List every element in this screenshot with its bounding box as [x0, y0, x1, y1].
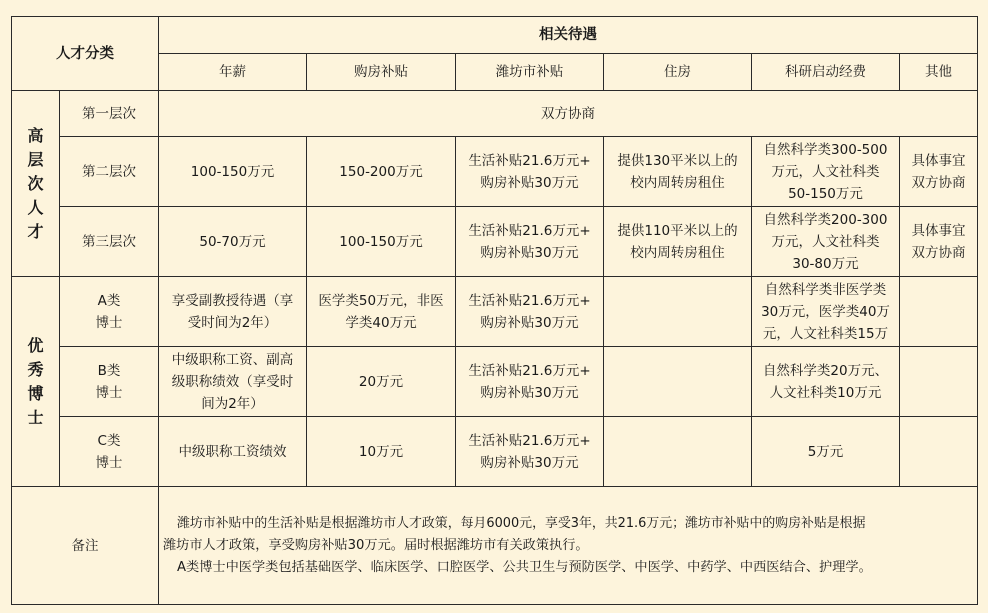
col-header-research: 科研启动经费 — [752, 54, 900, 91]
row-tier1 — [12, 91, 978, 137]
doctor-label: C类 博士 — [60, 417, 159, 487]
col-header-city-subsidy: 潍坊市补贴 — [456, 54, 604, 91]
research-cell: 自然科学类300-500 万元，人文社科类 50-150万元 — [752, 137, 900, 207]
city-subsidy-cell: 生活补贴21.6万元+ 购房补贴30万元 — [456, 207, 604, 277]
house-subsidy-cell: 医学类50万元，非医 学类40万元 — [307, 277, 456, 347]
category-header: 人才分类 — [12, 17, 159, 91]
row-doctor-a — [12, 277, 978, 347]
group-label-doctor — [12, 277, 60, 487]
row-doctor-b — [12, 347, 978, 417]
housing-cell: 提供130平米以上的 校内周转房租住 — [604, 137, 752, 207]
housing-cell — [604, 417, 752, 487]
house-subsidy-cell: 10万元 — [307, 417, 456, 487]
salary-cell: 享受副教授待遇（享 受时间为2年） — [159, 277, 307, 347]
col-header-salary: 年薪 — [159, 54, 307, 91]
benefits-header: 相关待遇 — [159, 17, 978, 54]
other-cell: 具体事宜 双方协商 — [900, 207, 978, 277]
note-line: 潍坊市补贴中的生活补贴是根据潍坊市人才政策，每月6000元，享受3年，共21.6万元；潍坊市补贴中的购房补贴是根据 — [177, 515, 866, 531]
note-line: 潍坊市人才政策，享受购房补贴30万元。届时根据潍坊市有关政策执行。 — [163, 537, 589, 553]
talent-benefits-table — [11, 16, 978, 605]
city-subsidy-cell: 生活补贴21.6万元+ 购房补贴30万元 — [456, 277, 604, 347]
col-header-house-subsidy: 购房补贴 — [307, 54, 456, 91]
header-row-1 — [12, 17, 978, 54]
col-header-other: 其他 — [900, 54, 978, 91]
other-cell: 具体事宜 双方协商 — [900, 137, 978, 207]
tier-label: 第三层次 — [60, 207, 159, 277]
city-subsidy-cell: 生活补贴21.6万元+ 购房补贴30万元 — [456, 137, 604, 207]
salary-cell: 中级职称工资绩效 — [159, 417, 307, 487]
city-subsidy-cell: 生活补贴21.6万元+ 购房补贴30万元 — [456, 347, 604, 417]
tier-label: 第二层次 — [60, 137, 159, 207]
research-cell: 5万元 — [752, 417, 900, 487]
other-cell — [900, 417, 978, 487]
city-subsidy-cell: 生活补贴21.6万元+ 购房补贴30万元 — [456, 417, 604, 487]
research-cell: 自然科学类20万元、 人文社科类10万元 — [752, 347, 900, 417]
research-cell: 自然科学类200-300 万元，人文社科类 30-80万元 — [752, 207, 900, 277]
research-cell: 自然科学类非医学类 30万元，医学类40万 元，人文社科类15万 — [752, 277, 900, 347]
row-doctor-c — [12, 417, 978, 487]
group-text: 优秀博士 — [27, 335, 44, 427]
house-subsidy-cell: 100-150万元 — [307, 207, 456, 277]
note-line: A类博士中医学类包括基础医学、临床医学、口腔医学、公共卫生与预防医学、中医学、中药学、中西医结合、护理学。 — [177, 559, 872, 575]
housing-cell — [604, 347, 752, 417]
row-tier2 — [12, 137, 978, 207]
tier-label: 第一层次 — [60, 91, 159, 137]
salary-cell: 中级职称工资、副高 级职称绩效（享受时 间为2年） — [159, 347, 307, 417]
housing-cell: 提供110平米以上的 校内周转房租住 — [604, 207, 752, 277]
doctor-label: B类 博士 — [60, 347, 159, 417]
row-note — [12, 487, 978, 605]
note-content — [159, 487, 978, 605]
tier1-merged-value: 双方协商 — [159, 91, 978, 137]
salary-cell: 50-70万元 — [159, 207, 307, 277]
house-subsidy-cell: 150-200万元 — [307, 137, 456, 207]
doctor-label: A类 博士 — [60, 277, 159, 347]
salary-cell: 100-150万元 — [159, 137, 307, 207]
group-text: 高层次人才 — [27, 125, 44, 241]
house-subsidy-cell: 20万元 — [307, 347, 456, 417]
row-tier3 — [12, 207, 978, 277]
group-label-high-level — [12, 91, 60, 277]
col-header-housing: 住房 — [604, 54, 752, 91]
other-cell — [900, 277, 978, 347]
housing-cell — [604, 277, 752, 347]
note-label: 备注 — [12, 487, 159, 605]
other-cell — [900, 347, 978, 417]
